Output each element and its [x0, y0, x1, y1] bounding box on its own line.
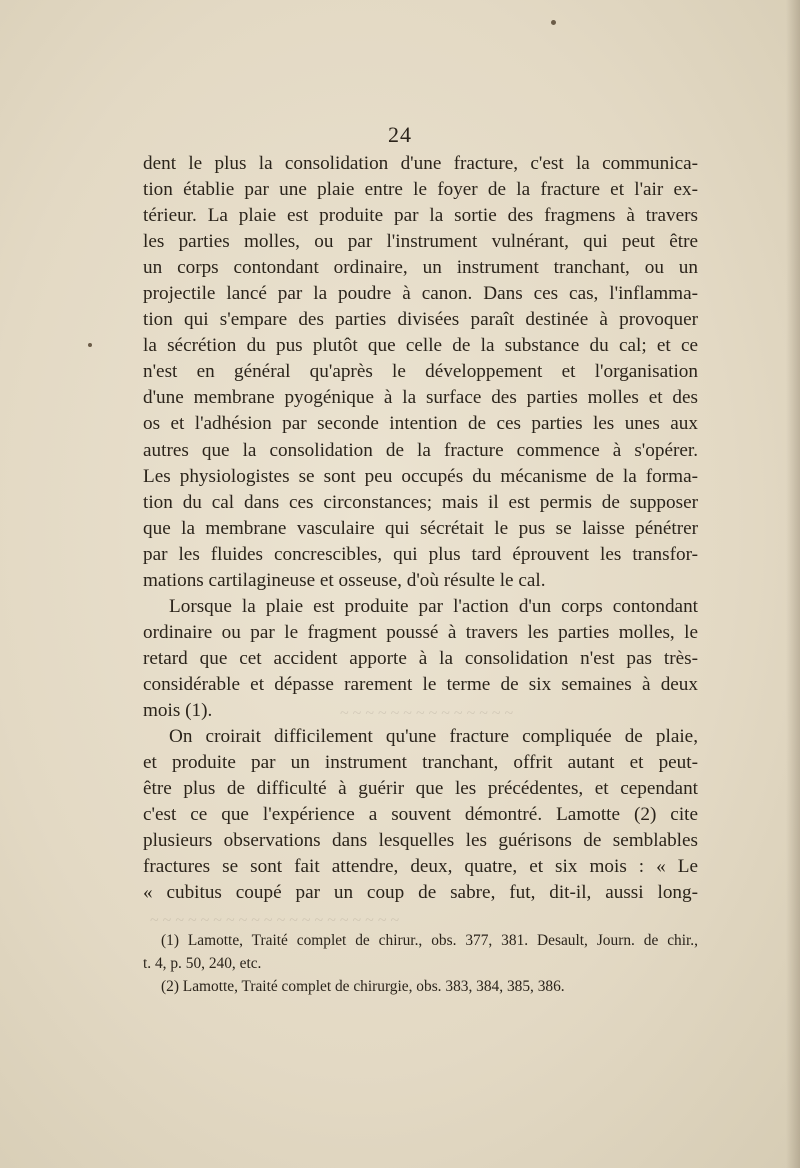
text-line: « cubitus coupé par un coup de sabre, fut, dit-il, aussi long- [143, 882, 698, 904]
text-line: ordinaire ou par le fragment poussé à travers les parties molles, le [143, 621, 698, 643]
text-line: Lorsque la plaie est produite par l'action d'un corps contondant [169, 595, 698, 617]
text-line: mations cartilagineuse et osseuse, d'où résulte le cal. [143, 569, 546, 591]
text-line: dent le plus la consolidation d'une fracture, c'est la communica- [143, 153, 698, 174]
text-line: tion qui s'empare des parties divisées paraît destinée à provoquer [143, 309, 698, 331]
text-line: un corps contondant ordinaire, un instrument tranchant, ou un [143, 257, 698, 279]
text-line: tion établie par une plaie entre le foyer de la fracture et l'air ex- [143, 179, 698, 201]
text-line: par les fluides concrescibles, qui plus tard éprouvent les transfor- [143, 543, 698, 565]
footnote-line: (1) Lamotte, Traité complet de chirur., obs. 377, 381. Desault, Journ. de chir., [161, 932, 698, 949]
text-line: la sécrétion du pus plutôt que celle de la substance du cal; et ce [143, 335, 698, 357]
body-text [143, 151, 698, 906]
text-line: mois (1). [143, 699, 213, 721]
paragraph [143, 151, 698, 594]
page-number: 24 [388, 122, 412, 147]
text-line: c'est ce que l'expérience a souvent démontré. Lamotte (2) cite [143, 804, 698, 826]
text-line: les parties molles, ou par l'instrument vulnérant, qui peut être [143, 231, 698, 253]
text-line: et produite par un instrument tranchant, offrit autant et peut- [143, 752, 698, 774]
paragraph [143, 724, 698, 906]
paragraph [143, 594, 698, 724]
ink-fleck [88, 343, 92, 347]
text-line: On croirait difficilement qu'une fracture compliquée de plaie, [169, 726, 698, 748]
text-line: d'une membrane pyogénique à la surface des parties molles et des [143, 387, 698, 409]
footnotes [143, 929, 698, 998]
text-line: fractures se sont fait attendre, deux, quatre, et six mois : « Le [143, 856, 698, 878]
text-line: tion du cal dans ces circonstances; mais il est permis de supposer [143, 491, 698, 513]
text-line: projectile lancé par la poudre à canon. Dans ces cas, l'inflamma- [143, 283, 698, 305]
text-line: térieur. La plaie est produite par la sortie des fragmens à travers [143, 205, 698, 227]
text-line: être plus de difficulté à guérir que les précédentes, et cependant [143, 778, 698, 800]
footnote-line: (2) Lamotte, Traité complet de chirurgie, obs. 383, 384, 385, 386. [161, 978, 565, 995]
text-line: autres que la consolidation de la fracture commence à s'opérer. [143, 439, 698, 461]
text-line: plusieurs observations dans lesquelles les guérisons de semblables [143, 830, 698, 852]
text-line: Les physiologistes se sont peu occupés du mécanisme de la forma- [143, 465, 698, 487]
text-line: n'est en général qu'après le développement et l'organisation [143, 361, 698, 383]
bleed-through-text: ~ ~ ~ ~ ~ ~ ~ ~ ~ ~ ~ ~ ~ ~ ~ ~ ~ ~ ~ ~ [150, 912, 400, 929]
bleed-through-text: ~ ~ ~ ~ ~ ~ ~ ~ ~ ~ ~ ~ ~ ~ [340, 705, 514, 722]
footnote-line: t. 4, p. 50, 240, etc. [143, 955, 262, 972]
text-line: que la membrane vasculaire qui sécrétait le pus se laisse pénétrer [143, 517, 698, 539]
text-line: retard que cet accident apporte à la consolidation n'est pas très- [143, 647, 698, 669]
text-line: considérable et dépasse rarement le terme de six semaines à deux [143, 673, 698, 695]
text-line: os et l'adhésion par seconde intention de ces parties les unes aux [143, 413, 698, 435]
page-edge-shadow [786, 0, 800, 1168]
ink-fleck [551, 20, 556, 25]
